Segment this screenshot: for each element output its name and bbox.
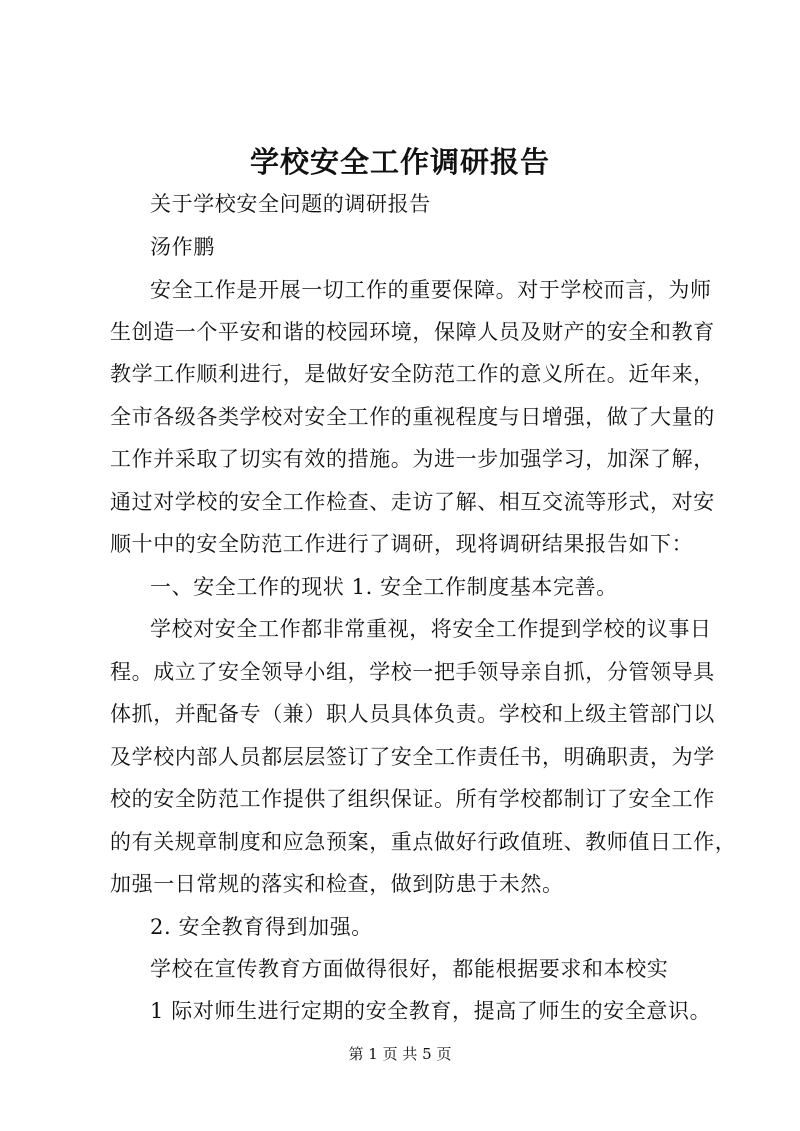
document-title: 学校安全工作调研报告 — [249, 145, 550, 179]
section-heading: 一、安全工作的现状 1. 安全工作制度基本完善。 — [150, 575, 618, 599]
paragraph-line: 加强一日常规的落实和检查，做到防患于未然。 — [110, 872, 564, 896]
paragraph-line: 程。成立了安全领导小组，学校一把手领导亲自抓，分管领导具 — [110, 660, 715, 684]
paragraph-line: 工作并采取了切实有效的措施。为进一步加强学习，加深了解， — [110, 447, 715, 471]
document-author: 汤作鹏 — [150, 235, 215, 259]
paragraph-line: 学校在宣传教育方面做得很好，都能根据要求和本校实 — [150, 957, 669, 981]
paragraph-line: 全市各级各类学校对安全工作的重视程度与日增强，做了大量的 — [110, 405, 715, 429]
paragraph-line: 的有关规章制度和应急预案，重点做好行政值班、教师值日工作， — [110, 830, 737, 854]
paragraph-line: 通过对学校的安全工作检查、走访了解、相互交流等形式，对安 — [110, 490, 715, 514]
paragraph-line: 体抓，并配备专（兼）职人员具体负责。学校和上级主管部门以 — [110, 702, 715, 726]
paragraph-line: 校的安全防范工作提供了组织保证。所有学校都制订了安全工作 — [110, 787, 715, 811]
page-footer: 第 1 页 共 5 页 — [348, 1045, 452, 1063]
document-subtitle: 关于学校安全问题的调研报告 — [150, 192, 431, 216]
paragraph-line: 安全工作是开展一切工作的重要保障。对于学校而言，为师 — [150, 278, 712, 302]
paragraph-line: 顺十中的安全防范工作进行了调研，现将调研结果报告如下： — [110, 532, 694, 556]
paragraph-line: 学校对安全工作都非常重视，将安全工作提到学校的议事日 — [150, 617, 712, 641]
section-heading: 2. 安全教育得到加强。 — [150, 915, 373, 939]
paragraph-line: 及学校内部人员都层层签订了安全工作责任书，明确职责，为学 — [110, 745, 715, 769]
paragraph-line: 教学工作顺利进行，是做好安全防范工作的意义所在。近年来， — [110, 362, 715, 386]
paragraph-line: 1 际对师生进行定期的安全教育，提高了师生的安全意识。 — [150, 999, 712, 1023]
paragraph-line: 生创造一个平安和谐的校园环境，保障人员及财产的安全和教育 — [110, 320, 715, 344]
